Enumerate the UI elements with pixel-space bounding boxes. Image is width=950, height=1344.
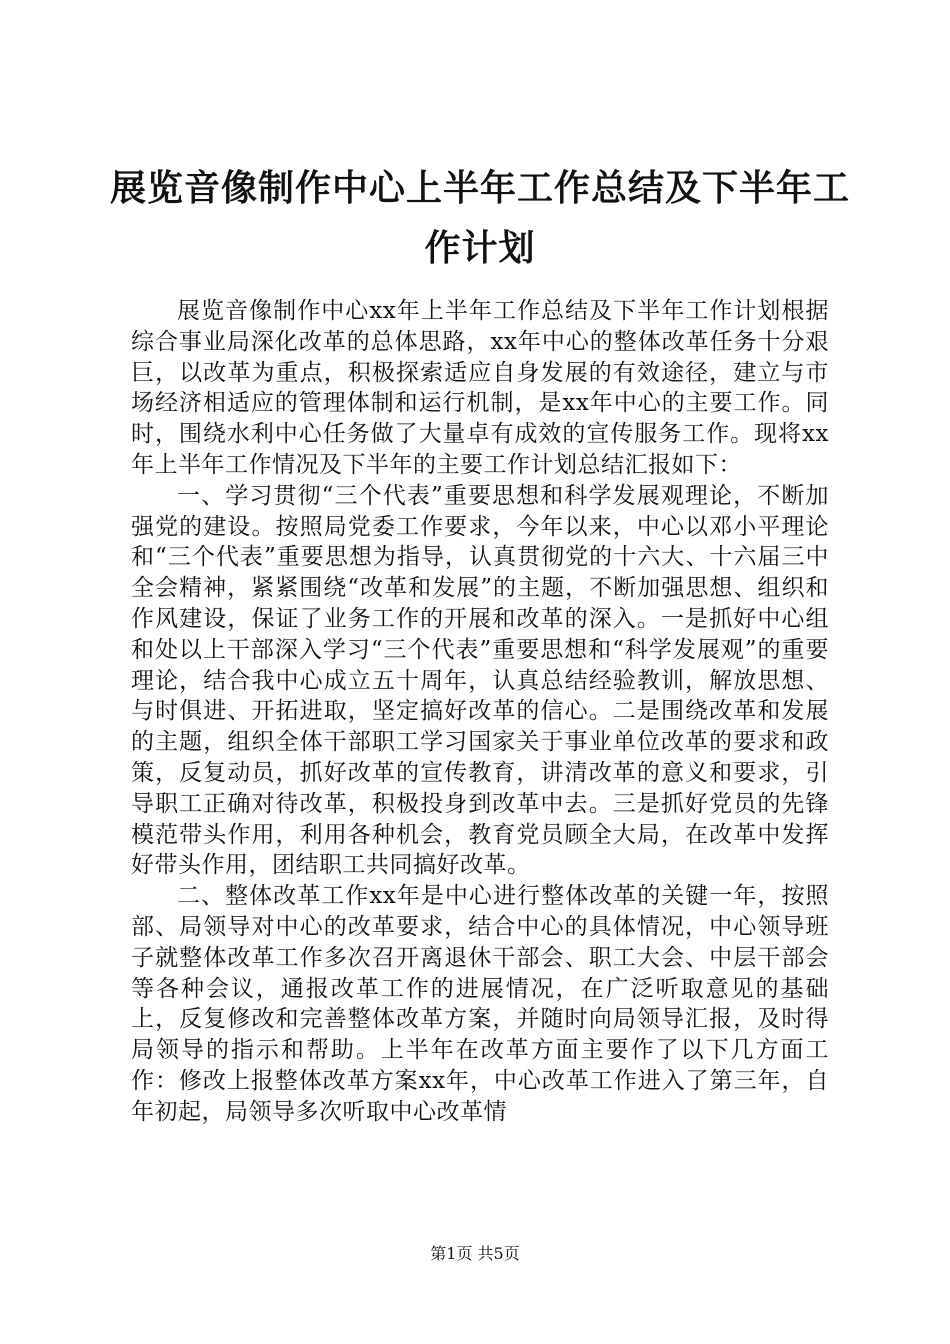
paragraph-section-one: 一、学习贯彻“三个代表”重要思想和科学发展观理论，不断加强党的建设。按照局党委工作要求，今年以来，中心以邓小平理论和“三个代表”重要思想为指导，认真贯彻党的十六大、十六届三中全会精神，紧紧围绕“改革和发展”的主题，不断加强思想、组织和作风建设，保证了业务工作的开展和改革的深入。一是抓好中心组和处以上干部深入学习“三个代表”重要思想和“科学发展观”的重要理论，结合我中心成立五十周年，认真总结经验教训，解放思想、与时俱进、开拓进取，坚定搞好改革的信心。二是围绕改革和发展的主题，组织全体干部职工学习国家关于事业单位改革的要求和政策，反复动员，抓好改革的宣传教育，讲清改革的意义和要求，引导职工正确对待改革，积极投身到改革中去。三是抓好党员的先锋模范带头作用，利用各种机会，教育党员顾全大局，在改革中发挥好带头作用，团结职工共同搞好改革。 bbox=[131, 482, 829, 879]
paragraph-intro: 展览音像制作中心xx年上半年工作总结及下半年工作计划根据综合事业局深化改革的总体思路，xx年中心的整体改革任务十分艰巨，以改革为重点，积极探索适应自身发展的有效途径，建立与市场经济相适应的管理体制和运行机制，是xx年中心的主要工作。同时，围绕水利中心任务做了大量卓有成效的宣传服务工作。现将xx年上半年工作情况及下半年的主要工作计划总结汇报如下： bbox=[131, 298, 829, 478]
paragraph-section-two: 二、整体改革工作xx年是中心进行整体改革的关键一年，按照部、局领导对中心的改革要求，结合中心的具体情况，中心领导班子就整体改革工作多次召开离退休干部会、职工大会、中层干部会等各种会议，通报改革工作的进展情况，在广泛听取意见的基础上，反复修改和完善整体改革方案，并随时向局领导汇报，及时得局领导的指示和帮助。上半年在改革方面主要作了以下几方面工作：修改上报整体改革方案xx年，中心改革工作进入了第三年，自年初起，局领导多次听取中心改革情 bbox=[131, 883, 829, 1125]
document-title: 展览音像制作中心上半年工作总结及下半年工作计划 bbox=[110, 167, 851, 269]
document-body bbox=[131, 296, 829, 1128]
page-number-footer: 第1页 共5页 bbox=[430, 1244, 520, 1263]
